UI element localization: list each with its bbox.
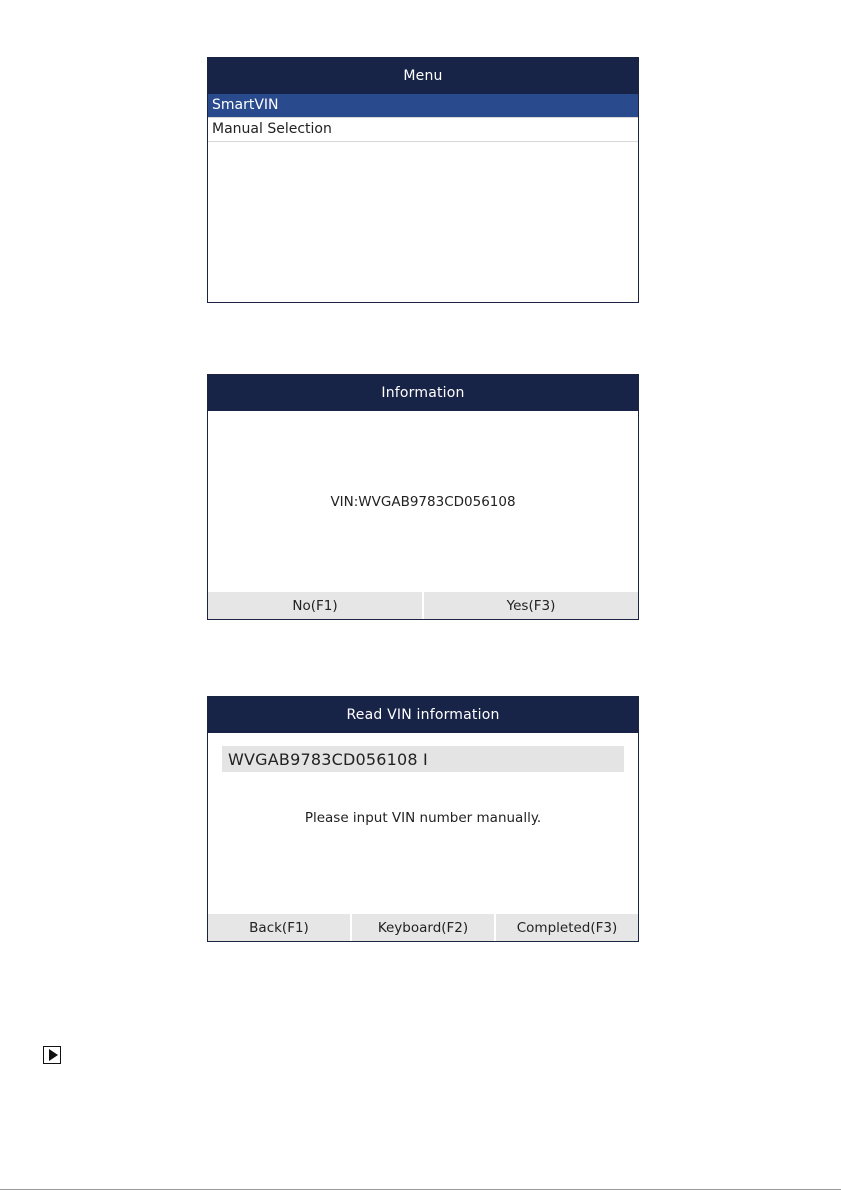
no-button[interactable]: No(F1): [208, 592, 424, 619]
completed-button[interactable]: Completed(F3): [516, 919, 618, 936]
page-bottom-divider: [0, 1189, 841, 1190]
vin-prompt: Please input VIN number manually.: [304, 810, 542, 826]
vin-input-field[interactable]: WVGAB9783CD056108 I: [222, 746, 624, 772]
menu-item-manual-selection[interactable]: Manual Selection: [208, 118, 638, 142]
read-vin-title: Read VIN information: [208, 697, 638, 733]
information-footer: [208, 592, 638, 619]
menu-title: Menu: [208, 58, 638, 94]
information-title: Information: [208, 375, 638, 411]
read-vin-footer: [208, 914, 638, 941]
vin-message: VIN:WVGAB9783CD056108: [330, 494, 516, 510]
information-screen: [207, 374, 639, 620]
information-body: [208, 411, 638, 593]
yes-button[interactable]: Yes(F3): [506, 597, 556, 614]
read-vin-screen: [207, 696, 639, 942]
keyboard-button[interactable]: Keyboard(F2): [352, 914, 496, 941]
menu-list: [208, 94, 638, 142]
play-arrow-icon: [43, 1046, 61, 1064]
back-button[interactable]: Back(F1): [208, 914, 352, 941]
menu-screen: [207, 57, 639, 303]
menu-item-smartvin[interactable]: SmartVIN: [208, 94, 638, 118]
triangle-shape: [49, 1049, 58, 1061]
